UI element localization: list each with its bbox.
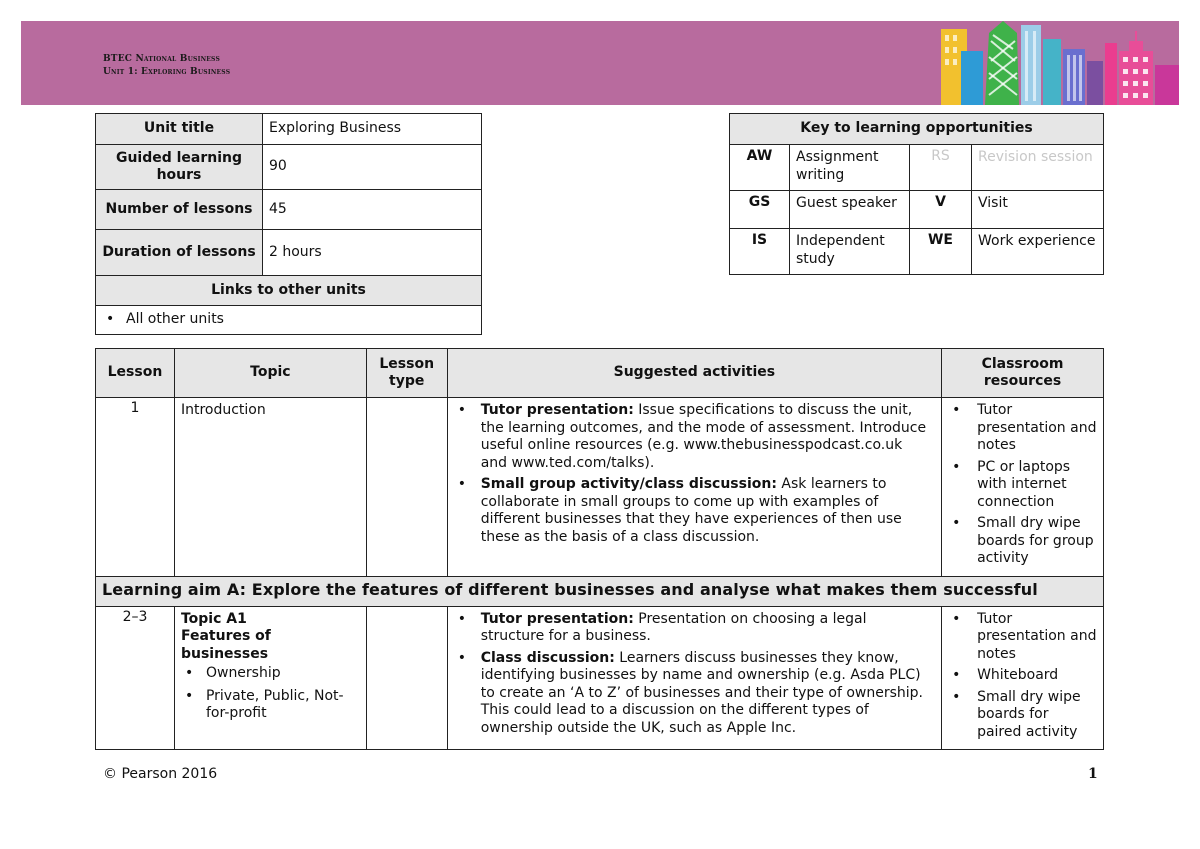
copyright-footer: © Pearson 2016 — [103, 766, 218, 782]
list-item — [454, 476, 929, 546]
topic-cell — [174, 606, 366, 750]
key-code: RS — [910, 145, 972, 191]
list-item: • Private, Public, Not-for-profit — [181, 688, 360, 723]
activities-cell — [447, 606, 941, 750]
key-desc: Independent study — [790, 229, 910, 275]
activity-text: Learners discuss businesses they know, identifying businesses by name and ownership (e.g. Asda PLC) to create an ‘A to Z’ of businesses and their type of ownership. This could lead to a discussion on the different types of ownership outside the UK, such as Apple Inc. — [480, 649, 923, 736]
city-skyline-illustration — [939, 21, 1179, 105]
col-header-resources: Classroom resources — [942, 349, 1104, 398]
key-desc: Work experience — [972, 229, 1104, 275]
key-code: IS — [730, 229, 790, 275]
lessons-value: 45 — [263, 190, 482, 230]
key-code: V — [910, 191, 972, 229]
key-title: Key to learning opportunities — [730, 114, 1104, 145]
col-header-activities: Suggested activities — [447, 349, 941, 398]
lesson-plan-table — [95, 348, 1104, 750]
col-header-topic: Topic — [174, 349, 366, 398]
table-row — [96, 606, 1104, 750]
lesson-type-cell — [366, 606, 447, 750]
activity-heading: Tutor presentation: — [480, 610, 634, 627]
unit-title-label: Unit title — [96, 114, 263, 145]
key-desc: Revision session — [972, 145, 1104, 191]
key-desc: Guest speaker — [790, 191, 910, 229]
course-title: BTEC National Business — [103, 54, 220, 64]
activity-text: Ask learners to collaborate in small groups to come up with examples of different businesses that they have experiences of then use these as the basis of a class discussion. — [480, 476, 902, 545]
list-item — [102, 311, 475, 329]
list-item: • PC or laptops with internet connection — [948, 459, 1097, 512]
glh-value: 90 — [263, 145, 482, 190]
list-item: • Whiteboard — [948, 667, 1097, 685]
links-label: Links to other units — [96, 276, 482, 306]
learning-aim-row — [96, 576, 1104, 606]
topic-cell: Introduction — [174, 398, 366, 577]
activities-cell — [447, 398, 941, 577]
col-header-lesson: Lesson — [96, 349, 175, 398]
key-code: GS — [730, 191, 790, 229]
key-code: AW — [730, 145, 790, 191]
key-desc: Visit — [972, 191, 1104, 229]
list-item: • Tutor presentation and notes — [948, 402, 1097, 455]
unit-title-value: Exploring Business — [263, 114, 482, 145]
key-code: WE — [910, 229, 972, 275]
duration-label: Duration of lessons — [96, 230, 263, 276]
col-header-type: Lesson type — [366, 349, 447, 398]
list-item — [454, 650, 929, 738]
activity-heading: Small group activity/class discussion: — [480, 476, 777, 492]
lesson-number: 1 — [96, 398, 175, 577]
list-item: • Small dry wipe boards for paired activity — [948, 689, 1097, 742]
activity-heading: Tutor presentation: — [480, 402, 634, 418]
key-desc: Assignment writing — [790, 145, 910, 191]
links-list — [96, 306, 482, 335]
list-item: • Small dry wipe boards for group activity — [948, 515, 1097, 568]
list-item: • Tutor presentation and notes — [948, 611, 1097, 664]
list-item — [454, 402, 929, 472]
links-item: All other units — [126, 311, 224, 328]
duration-value: 2 hours — [263, 230, 482, 276]
unit-title: Unit 1: Exploring Business — [103, 67, 231, 77]
page-number: 1 — [1088, 766, 1098, 782]
learning-aim-heading: Learning aim A: Explore the features of different businesses and analyse what makes them successful — [96, 576, 1104, 606]
lesson-number: 2–3 — [96, 606, 175, 750]
resources-cell — [942, 606, 1104, 750]
lessons-label: Number of lessons — [96, 190, 263, 230]
list-item — [454, 611, 929, 646]
resources-cell — [942, 398, 1104, 577]
glh-label: Guided learning hours — [96, 145, 263, 190]
lesson-type-cell — [366, 398, 447, 577]
topic-title: Topic A1 — [180, 610, 247, 627]
unit-info-table — [95, 113, 482, 335]
key-table — [729, 113, 1104, 275]
header-banner — [21, 21, 1179, 105]
list-item: • Ownership — [181, 665, 360, 683]
document-header — [103, 53, 230, 79]
activity-text: Issue specifications to discuss the unit, the learning outcomes, and the mode of assessment. Introduce useful online resources (e.g. www.thebusinesspodcast.co.uk and www.ted.com/talks). — [480, 402, 927, 471]
table-row — [96, 398, 1104, 577]
activity-text: Presentation on choosing a legal structure for a business. — [480, 610, 867, 644]
activity-heading: Class discussion: — [480, 649, 615, 666]
topic-subtitle: Features of businesses — [180, 628, 271, 662]
bullet-icon: • — [106, 311, 115, 328]
